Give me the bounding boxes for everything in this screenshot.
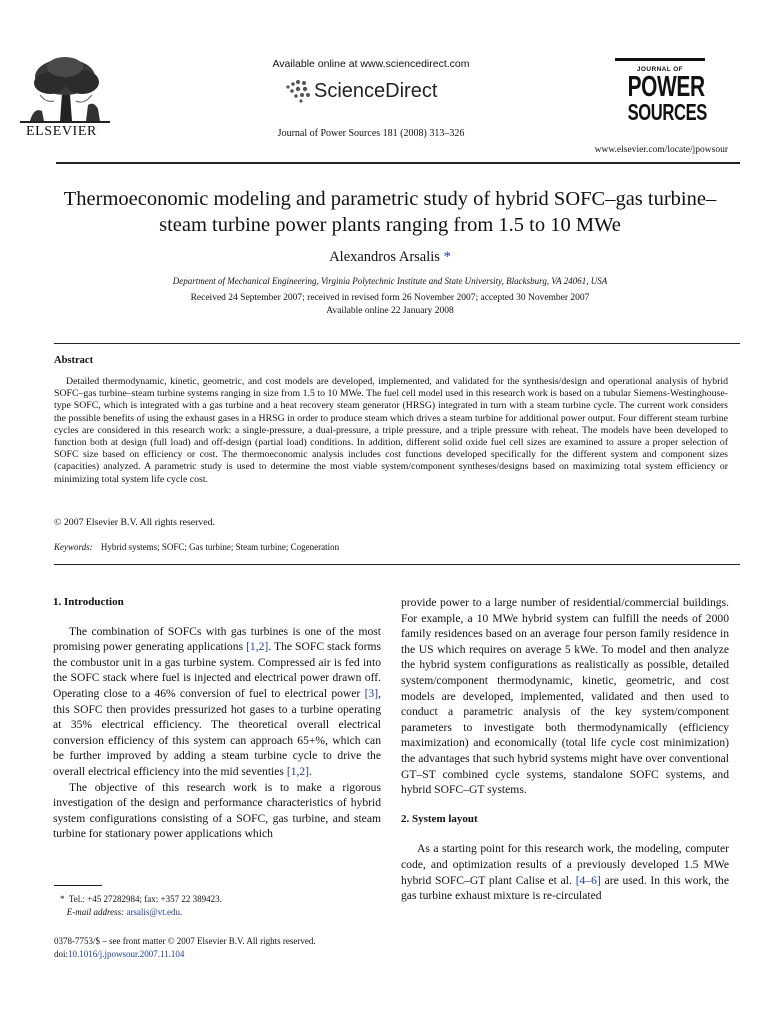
keywords-label: Keywords: xyxy=(54,542,93,552)
intro-paragraph-1: The combination of SOFCs with gas turbines is one of the most promising power generating applications [1,2]. The SOFC stack forms the combustor unit in a gas turbine system. Compressed air is fed into the SOFC stack where fuel is injected and electrical power drawn off. Operating close to a 46% conversion of fuel to electrical power [3], this SOFC then provides pressurized hot gases to a turbine operating at 35% electrical efficiency. The theoretical overall electrical conversion efficiency of this system can approach 65+%, which can be further improved by adding a steam turbine cycle to drive the overall electrical efficiency into the mid seventies [1,2]. xyxy=(53,624,381,778)
abstract-copyright: © 2007 Elsevier B.V. All rights reserved. xyxy=(54,517,215,528)
issn-line: 0378-7753/$ – see front matter © 2007 Elsevier B.V. All rights reserved. xyxy=(54,936,316,946)
footnote-tel-fax: Tel.: +45 27282984; fax: +357 22 389423. xyxy=(68,894,222,904)
abstract-heading: Abstract xyxy=(54,355,94,366)
citation-link[interactable]: [1,2] xyxy=(286,764,310,778)
abstract-text: Detailed thermodynamic, kinetic, geometric, and cost models are developed, implemented, and validated for the synthesis/design and operational analysis of hybrid SOFC–gas turbine–steam turbine systems ranging in size from 1.5 to 10 MWe. The fuel cell model used in this research work is based on a tubular Siemens-Westinghouse-type SOFC, which is integrated with a gas turbine and a heat recovery steam generator (HRSG) integrated in turn with a steam turbine cycle. The current work considers the possible benefits of using the exhaust gases in a HRSG in order to produce steam which drives a steam turbine for additional power output. Four different steam turbine cycles are considered in this research work: a single-pressure, a dual-pressure, a triple pressure, and a triple pressure with reheat. The models have been developed to function both at design (full load) and off-design (partial load) conditions. In addition, different solid oxide fuel cell sizes are examined to assure a proper selection of SOFC size based on efficiency or cost. The thermoeconomic analysis includes cost functions developed specifically for the different system and component sizes (capacities) analyzed. A parametric study is used to determine the most viable system/component syntheses/designs based on maximizing total system efficiency or minimizing total system life cycle cost. xyxy=(54,376,728,485)
sciencedirect-logo xyxy=(284,78,474,110)
journal-logo-power: POWER xyxy=(627,71,705,103)
author-name: Alexandros Arsalis xyxy=(329,249,440,265)
journal-of-power-sources-logo xyxy=(615,58,705,130)
journal-url[interactable]: www.elsevier.com/locate/jpowsour xyxy=(594,145,728,155)
intro-paragraph-2-continued: provide power to a large number of residential/commercial buildings. For example, a 10 MWe hybrid system can fulfill the needs of 2000 family residences based on an average four person family residence in the US which requires on average 5 kWe. To model and then analyze the hybrid system configurations as realistically as possible, detailed system/component thermodynamic, kinetic, geometric, and cost models are developed, implemented, validated and then used to conduct a parametric analysis of the key system/component parameters to investigate both thermodynamically (efficiency maximization) and economically (total life cycle cost minimization) the advantages that such hybrid systems might have over conventional GT–ST combined cycle systems, standalone SOFC systems, and hybrid SOFC–GT systems. xyxy=(401,596,729,797)
author-footnote-mark[interactable]: * xyxy=(443,249,451,265)
citation-link[interactable]: [4–6] xyxy=(575,873,601,887)
author-line xyxy=(0,249,768,266)
journal-logo-journal-of: JOURNAL OF xyxy=(636,66,684,73)
doi-link[interactable]: 10.1016/j.jpowsour.2007.11.104 xyxy=(68,949,185,959)
available-online-text: Available online at www.sciencedirect.com xyxy=(272,58,470,70)
doi-label: doi: xyxy=(54,949,69,959)
layout-paragraph-1: As a starting point for this research work, the modeling, computer code, and optimization results of a previously developed 1.5 MWe hybrid SOFC–GT plant Calise et al. [4–6] are used. In this work, the gas turbine exhaust mixture is re-circulated xyxy=(401,842,729,903)
abstract-divider-bottom xyxy=(54,564,740,565)
received-dates: Received 24 September 2007; received in revised form 26 November 2007; accepted 30 November 2007 xyxy=(190,293,590,303)
footnote-contact xyxy=(60,893,222,906)
footnote-divider xyxy=(54,885,102,886)
footnote-mark: * xyxy=(60,894,65,904)
doi-line xyxy=(54,948,316,961)
journal-logo-rule xyxy=(615,58,705,61)
intro-paragraph-2: The objective of this research work is to make a rigorous investigation of the design and performance characteristics of hybrid system configurations consisting of a SOFC, gas turbine, and steam turbine for stationary power applications which xyxy=(53,780,381,841)
sciencedirect-wordmark: ScienceDirect xyxy=(314,80,438,102)
citation-link[interactable]: [3] xyxy=(364,686,379,700)
author-affiliation: Department of Mechanical Engineering, Virginia Polytechnic Institute and State University, Blacksburg, VA 24061, USA xyxy=(172,276,608,286)
footnote-email: E-mail address: arsalis@vt.edu. xyxy=(66,906,183,917)
header-divider xyxy=(56,162,740,164)
citation-link[interactable]: [1,2] xyxy=(246,640,269,654)
keywords-line xyxy=(54,542,339,552)
sciencedirect-dots-icon xyxy=(284,78,314,106)
available-online-date: Available online 22 January 2008 xyxy=(326,306,454,316)
email-link[interactable]: arsalis@vt.edu xyxy=(126,906,180,917)
journal-logo-sources: SOURCES xyxy=(627,99,707,125)
keywords-list: Hybrid systems; SOFC; Gas turbine; Steam turbine; Cogeneration xyxy=(100,542,340,552)
publisher-wordmark: ELSEVIER xyxy=(26,124,97,139)
email-label: E-mail address: xyxy=(66,906,125,917)
abstract-divider-top xyxy=(54,343,740,344)
article-dates xyxy=(0,292,768,318)
right-column xyxy=(401,595,729,904)
article-title: Thermoeconomic modeling and parametric study of hybrid SOFC–gas turbine–steam turbine power plants ranging from 1.5 to 10 MWe xyxy=(63,188,717,236)
left-column xyxy=(53,595,381,842)
section-heading-introduction: 1. Introduction xyxy=(53,596,124,608)
section-heading-system-layout: 2. System layout xyxy=(401,812,478,825)
author-footnote xyxy=(60,893,222,918)
journal-reference: Journal of Power Sources 181 (2008) 313–326 xyxy=(277,128,465,139)
issn-block xyxy=(54,935,316,961)
